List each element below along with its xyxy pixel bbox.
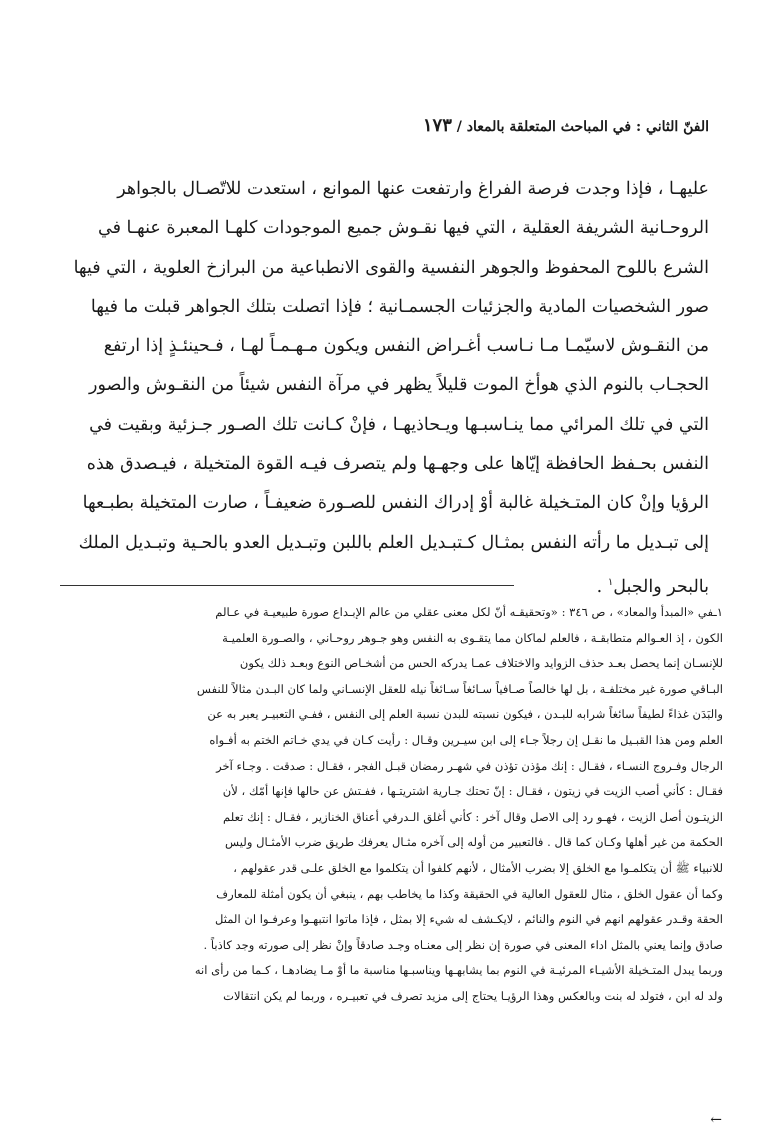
text-line: الحجـاب بالنوم الذي هوأخ الموت قليلاً يظهر في مرآة النفس شيئاً من النقـوش والصور (89, 375, 709, 396)
footnote-line: العلم ومن هذا القبـيل ما نقـل إن رجلاً جـاء إلى ابن سيـرين وقـال : رأيت كـان في يدي خـاتم الختم به أفـواه (209, 732, 723, 747)
text-line: إلى تبـديل ما رأته النفس بمثـال كـتبـديل العلم باللبن وتبـديل العدو بالحـية وتبـديل الملك (78, 532, 709, 553)
footnote-line: الحقة وقـدر عقولهم انهم في النوم والنائم ، لايكـشف له شيء إلا بمثل ، فإذا ماتوا انتبهـوا وعرفـوا ان المثل (214, 912, 723, 927)
header-title: الفنّ الثاني : في المباحث المتعلقة بالمعاد / (456, 119, 709, 135)
text-line: من النقـوش لاسيّمـا مـا نـاسب أغـراض النفس ويكون مـهـمـاً لهـا ، فـحينئـذٍ إذا ارتفع (103, 336, 709, 357)
footnote-line: ولد له ابن ، فتولد له بنت وبالعكس وهذا الرؤيـا يحتاج إلى مزيد تصرف في تعبيـره ، وربما لم يكن انتقالات (223, 988, 723, 1003)
text-line: عليهـا ، فإذا وجدت فرصة الفراغ وارتفعت عنها الموانع ، استعدت للاتّصـال بالجواهر (117, 179, 709, 199)
footnote-line: الحكمة من غير أهلها وكـان كما قال . فالتعبير من أوله إلى آخره مثـال يعرفك طريق ضرب الأمثـال وليس (225, 835, 723, 850)
footnote-line: ١ـفي «المبدأ والمعاد» ، ص ٣٤٦ : «وتحقيقـه أنّ لكل معنى عقلي من عالم الإبـداع صورة طبيعيـة في عـالم (215, 605, 723, 619)
footnote-line: للانبياء ﷺ أن يتكلمـوا مع الخلق إلا بضرب الأمثال ، لأنهم كلفوا أن يتكلموا مع الخلق علـى قدر عقولهم ، (233, 860, 723, 875)
last-line-text: بالبحر والجبل (613, 576, 709, 597)
text-line: الروحـانية الشريفة العقلية ، التي فيها نقـوش جميع الموجودات كلهـا المعبرة عنهـا في (98, 218, 709, 239)
text-line: الرؤيا وإنْ كان المتـخيلة غالبة أوْ إدراك النفس للصـورة ضعيفـاً ، صارت المتخيلة بطبـعها (82, 493, 709, 514)
continuation-arrow-icon: ← (710, 1112, 722, 1128)
footnote (58, 600, 723, 1010)
page-number: ١٧٣ (422, 115, 452, 136)
footnote-line: الزيتـون أصل الزيت ، فهـو رد إلى الاصل وقال آخر : كأني أغلق الـدرفي أعناق الخنازير ، فقـال : إنك تعلم (223, 809, 723, 824)
footnote-line: الكون ، إذ العـوالم متطابقـة ، فالعلم لماكان مما يتقـوى به النفس وهو جـوهر روحـاني ، والصـورة العلميـة (222, 630, 723, 645)
text-line: الشرع باللوح المحفوظ والجوهر النفسية والقوى الانطباعية من البرازخ العلوية ، التي فيها (73, 257, 709, 278)
footnote-reference[interactable]: ١ (607, 576, 614, 588)
text-line: التي في تلك المرائي مما ينـاسبـها ويـحاذيهـا ، فإنْ كـانت تلك الصـور جـزئية وبقيت في (89, 414, 709, 435)
text-line-last (61, 563, 709, 602)
footnote-line: البـاقي صورة غير مختلفـة ، بل لها خالصاً صـافياً سـائغاً سـائغاً نيله للعقل الإنسـاني ولما كان البـدن مثالاً للنفس (196, 681, 723, 696)
footnote-separator (60, 585, 514, 586)
text-line: النفس بحـفظ الحافظة إيّاها على وجهـها ولم يتصرف فيـه القوة المتخيلة ، فيـصدق هذه (86, 454, 709, 475)
main-text (61, 170, 709, 602)
running-header (69, 114, 709, 139)
footnote-line: فقـال : كأني أصب الزيت في زيتون ، فقـال : إنّ تحتك جـارية اشتريتـها ، ففـتش عن حالها فإنها أمّك ، لأن (222, 784, 723, 799)
footnote-line: وربما يبدل المتـخيلة الأشيـاء المرئيـة في النوم بما يشابهـها ويناسبـها مناسبة ما أوْ مـا يضادهـا ، كـما من رأى انه (194, 963, 723, 978)
footnote-line: وكما أن عقول الخلق ، مثال للعقول العالية في الحقيقة وكذا ما يخاطب بهم ، ينبغي أن يكون أمثلة للمعارف (216, 886, 723, 901)
period: . (596, 576, 608, 597)
footnote-line: الرجال وفـروج النسـاء ، فقـال : إنك مؤذن تؤذن في شهـر رمضان قبـل الفجر ، فقـال : صدقت . وجـاء آخر (216, 758, 723, 773)
footnote-line: صادق وإنما يعني بالمثل اداء المعنى في صورة إن نظر إلى معنـاه وجـد صادقاً وإنْ نظر إلى صورته وجد كاذباً . (203, 937, 723, 952)
footnote-line: للإنسـان إنما يحصل بعـد حذف الزوايد والاختلاف عمـا يدركه الحس من أشخـاص النوع وبعـد ذلك يكون (239, 656, 723, 671)
text-line: صور الشخصيات المادية والجزئيات الجسمـانية ؛ فإذا اتصلت بتلك الجواهر قبلت ما فيها (90, 296, 709, 317)
footnote-line: والبَدَن غذاءً لطيفاً سائغاً شرابه للبـدن ، فيكون نسبته للبدن نسبة العلم إلى النفس ، ففـي التعبيـر يعبر به عن (207, 707, 723, 722)
